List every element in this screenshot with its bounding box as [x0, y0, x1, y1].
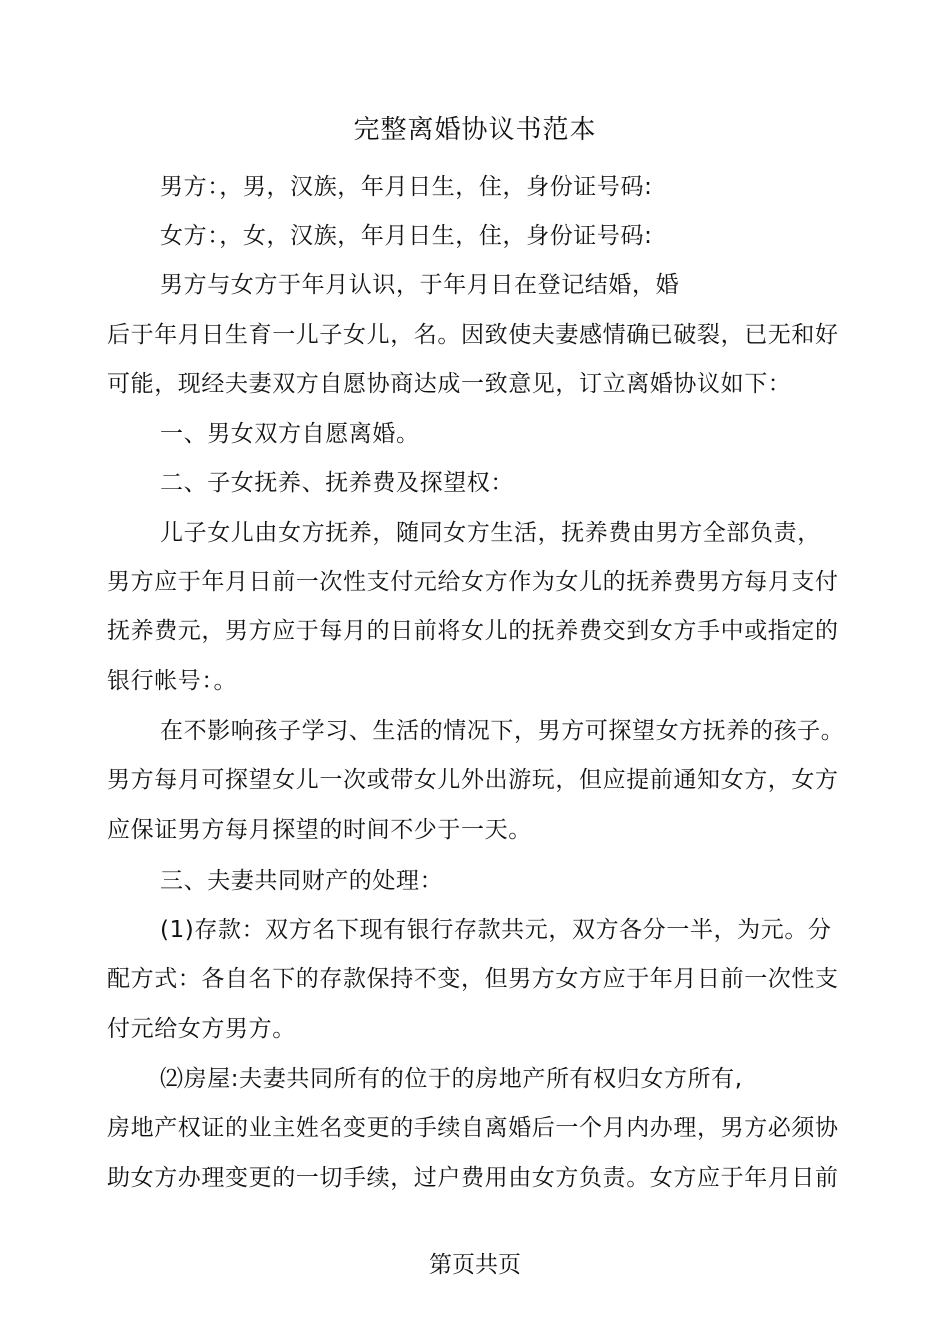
text-line: 儿子女儿由女方抚养，随同女方生活，抚养费由男方全部负责， [160, 520, 821, 546]
section-heading: 三、夫妻共同财产的处理： [160, 868, 444, 894]
text-line: 后于年月日生育一儿子女儿，名。因致使夫妻感情确已破裂，已无和好 [107, 322, 839, 348]
text-line: 男方：，男，汉族，年月日生，住，身份证号码: [160, 174, 653, 200]
page-footer: 第页共页 [429, 1252, 521, 1278]
text-line: 房地产权证的业主姓名变更的手续自离婚后一个月内办理，男方必须协 [107, 1115, 839, 1141]
text-line: 女方：，女，汉族，年月日生，住，身份证号码: [160, 223, 653, 249]
text-line: 男方与女方于年月认识，于年月日在登记结婚，婚 [160, 272, 680, 298]
text-line: 应保证男方每月探望的时间不少于一天。 [107, 817, 532, 843]
section-heading: 一、男女双方自愿离婚。 [160, 421, 420, 447]
document-title: 完整离婚协议书范本 [353, 115, 597, 145]
text-line: 付元给女方男方。 [107, 1016, 296, 1042]
text-line: 银行帐号：。 [107, 668, 238, 694]
text-line: 在不影响孩子学习、生活的情况下，男方可探望女方抚养的孩子。 [160, 718, 845, 744]
text-line: 可能，现经夫妻双方自愿协商达成一致意见，订立离婚协议如下： [107, 371, 792, 397]
text-line: 抚养费元，男方应于每月的日前将女儿的抚养费交到女方手中或指定的 [107, 618, 839, 644]
text-line: 配方式：各自名下的存款保持不变，但男方女方应于年月日前一次性支 [107, 966, 839, 992]
text-line: 助女方办理变更的一切手续，过户费用由女方负责。女方应于年月日前 [107, 1165, 839, 1191]
text-line: (1)存款：双方名下现有银行存款共元，双方各分一半，为元。分 [160, 917, 832, 943]
text-line: 男方应于年月日前一次性支付元给女方作为女儿的抚养费男方每月支付 [107, 569, 839, 595]
section-heading: 二、子女抚养、抚养费及探望权： [160, 470, 514, 496]
text-line: 男方每月可探望女儿一次或带女儿外出游玩，但应提前通知女方，女方 [107, 767, 839, 793]
text-line: ⑵房屋:夫妻共同所有的位于的房地产所有权归女方所有, [160, 1066, 743, 1092]
